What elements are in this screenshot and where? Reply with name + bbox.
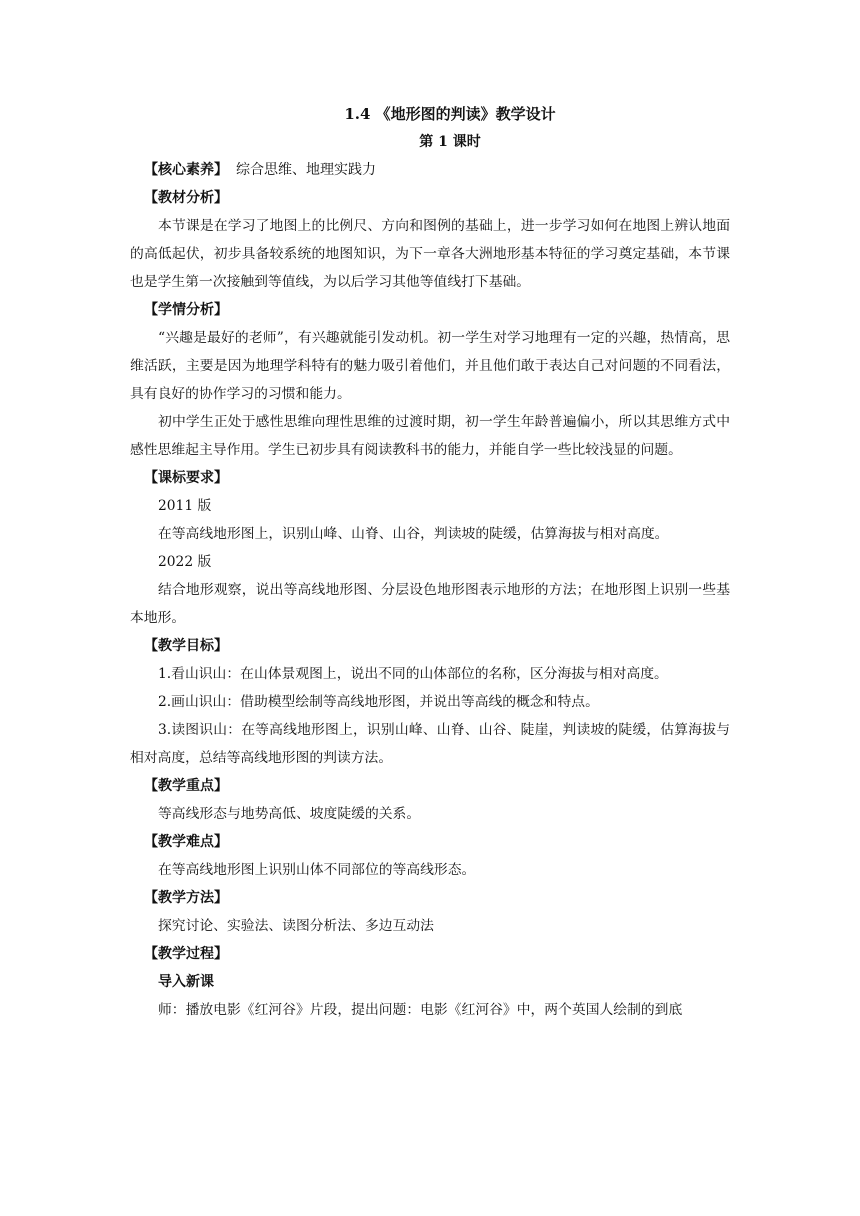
student-analysis-heading: 【学情分析】 xyxy=(144,302,228,318)
introduction-subheading: 导入新课 xyxy=(158,974,214,990)
standard-version-2011: 2011 版 xyxy=(158,498,212,514)
teaching-process-heading: 【教学过程】 xyxy=(144,946,228,962)
document-title: 1.4 《地形图的判读》教学设计 xyxy=(344,105,556,123)
teaching-difficulties-heading: 【教学难点】 xyxy=(144,834,228,850)
teaching-goals-heading: 【教学目标】 xyxy=(144,638,228,654)
introduction-paragraph: 师：播放电影《红河谷》片段，提出问题：电影《红河谷》中，两个英国人绘制的到底 xyxy=(158,1002,683,1018)
teaching-methods-heading: 【教学方法】 xyxy=(144,890,228,906)
core-literacy-text: 综合思维、地理实践力 xyxy=(236,162,376,178)
textbook-analysis-heading: 【教材分析】 xyxy=(144,190,228,206)
teaching-key-points-heading: 【教学重点】 xyxy=(144,778,228,794)
teaching-difficulties-text: 在等高线地形图上识别山体不同部位的等高线形态。 xyxy=(158,862,476,878)
curriculum-standards-heading: 【课标要求】 xyxy=(144,470,228,486)
teaching-goal-2: 2.画山识山：借助模型绘制等高线地形图，并说出等高线的概念和特点。 xyxy=(158,694,599,710)
teaching-goal-3: 3.读图识山：在等高线地形图上，识别山峰、山脊、山谷、陡崖，判读坡的陡缓，估算海拔与相对高度，总结等高线地形图的判读方法。 xyxy=(130,722,730,766)
teaching-key-points-text: 等高线形态与地势高低、坡度陡缓的关系。 xyxy=(158,806,421,822)
core-literacy-label: 【核心素养】 xyxy=(144,162,228,178)
student-analysis-paragraph-2: 初中学生正处于感性思维向理性思维的过渡时期，初一学生年龄普遍偏小，所以其思维方式中感性思维起主导作用。学生已初步具有阅读教科书的能力，并能自学一些比较浅显的问题。 xyxy=(130,414,730,458)
teaching-goal-1: 1.看山识山：在山体景观图上，说出不同的山体部位的名称，区分海拔与相对高度。 xyxy=(158,666,668,682)
student-analysis-paragraph-1: “兴趣是最好的老师”，有兴趣就能引发动机。初一学生对学习地理有一定的兴趣，热情高，思维活跃，主要是因为地理学科特有的魅力吸引着他们，并且他们敢于表达自己对问题的不同看法，具有良好的协作学习的习惯和能力。 xyxy=(130,330,730,402)
standard-text-2022: 结合地形观察，说出等高线地形图、分层设色地形图表示地形的方法；在地形图上识别一些基本地形。 xyxy=(130,582,730,626)
textbook-analysis-paragraph: 本节课是在学习了地图上的比例尺、方向和图例的基础上，进一步学习如何在地图上辨认地面的高低起伏，初步具备较系统的地图知识，为下一章各大洲地形基本特征的学习奠定基础，本节课也是学生第一次接触到等值线，为以后学习其他等值线打下基础。 xyxy=(130,218,730,290)
teaching-methods-text: 探究讨论、实验法、读图分析法、多边互动法 xyxy=(158,918,434,934)
standard-text-2011: 在等高线地形图上，识别山峰、山脊、山谷，判读坡的陡缓，估算海拔与相对高度。 xyxy=(158,526,669,542)
lesson-period: 第 1 课时 xyxy=(419,134,481,150)
standard-version-2022: 2022 版 xyxy=(158,554,212,570)
core-literacy-heading xyxy=(130,156,730,184)
document-page xyxy=(130,100,730,1024)
